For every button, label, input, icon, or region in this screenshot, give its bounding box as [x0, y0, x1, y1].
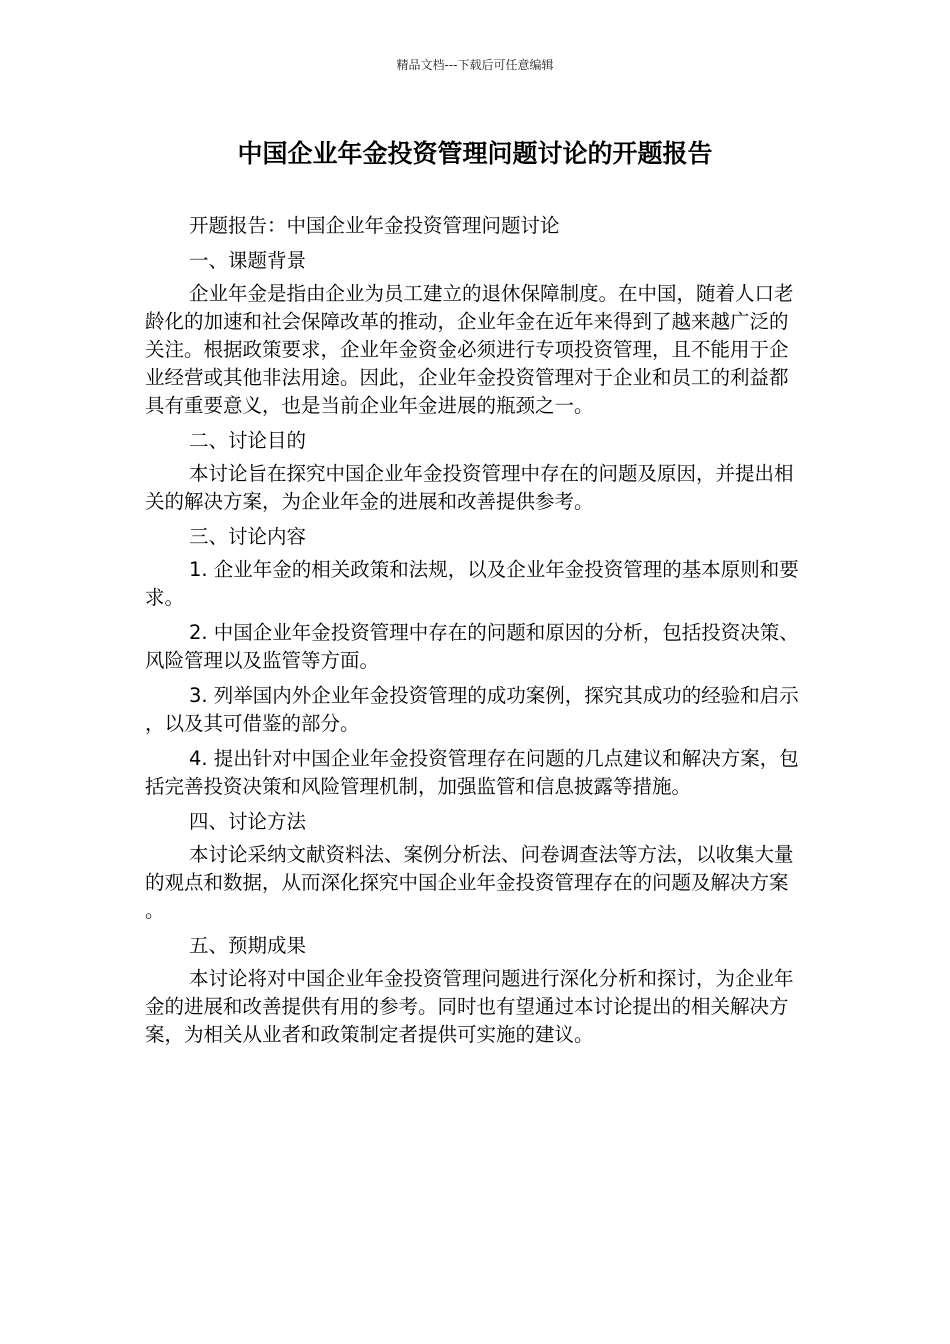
section-heading-results: 五、预期成果 — [189, 934, 307, 957]
paragraph-background: 企业年金是指由企业为员工建立的退休保障制度。在中国，随着人口老龄化的加速和社会保障改革的推动，企业年金在近年来得到了越来越广泛的关注。根据政策要求，企业年金资金必须进行专项投资管理，且不能用于企业经营或其他非法用途。因此，企业年金投资管理对于企业和员工的利益都具有重要意义，也是当前企业年金进展的瓶颈之一。 — [145, 282, 794, 417]
paragraph-method: 本讨论采纳文献资料法、案例分析法、问卷调查法等方法，以收集大量的观点和数据，从而深化探究中国企业年金投资管理存在的问题及解决方案。 — [145, 843, 794, 922]
paragraph-purpose: 本讨论旨在探究中国企业年金投资管理中存在的问题及原因，并提出相关的解决方案，为企业年金的进展和改善提供参考。 — [145, 462, 794, 513]
section-heading-purpose: 二、讨论目的 — [189, 429, 307, 452]
list-item-content-1: 1. 企业年金的相关政策和法规，以及企业年金投资管理的基本原则和要求。 — [145, 558, 799, 609]
section-heading-content: 三、讨论内容 — [189, 525, 307, 548]
list-item-content-3: 3. 列举国内外企业年金投资管理的成功案例，探究其成功的经验和启示，以及其可借鉴的部分。 — [145, 684, 799, 735]
page-header: 精品文档---下载后可任意编辑 — [396, 58, 554, 72]
report-subtitle: 开题报告：中国企业年金投资管理问题讨论 — [189, 214, 560, 237]
section-heading-method: 四、讨论方法 — [189, 810, 307, 833]
section-heading-background: 一、课题背景 — [189, 249, 307, 272]
document-body — [145, 212, 800, 1056]
document-title: 中国企业年金投资管理问题讨论的开题报告 — [237, 139, 713, 168]
list-item-content-4: 4. 提出针对中国企业年金投资管理存在问题的几点建议和解决方案，包括完善投资决策和风险管理机制，加强监管和信息披露等措施。 — [145, 747, 799, 798]
paragraph-results: 本讨论将对中国企业年金投资管理问题进行深化分析和探讨，为企业年金的进展和改善提供有用的参考。同时也有望通过本讨论提出的相关解决方案，为相关从业者和政策制定者提供可实施的建议。 — [145, 967, 794, 1046]
list-item-content-2: 2. 中国企业年金投资管理中存在的问题和原因的分析，包括投资决策、风险管理以及监管等方面。 — [145, 621, 799, 672]
